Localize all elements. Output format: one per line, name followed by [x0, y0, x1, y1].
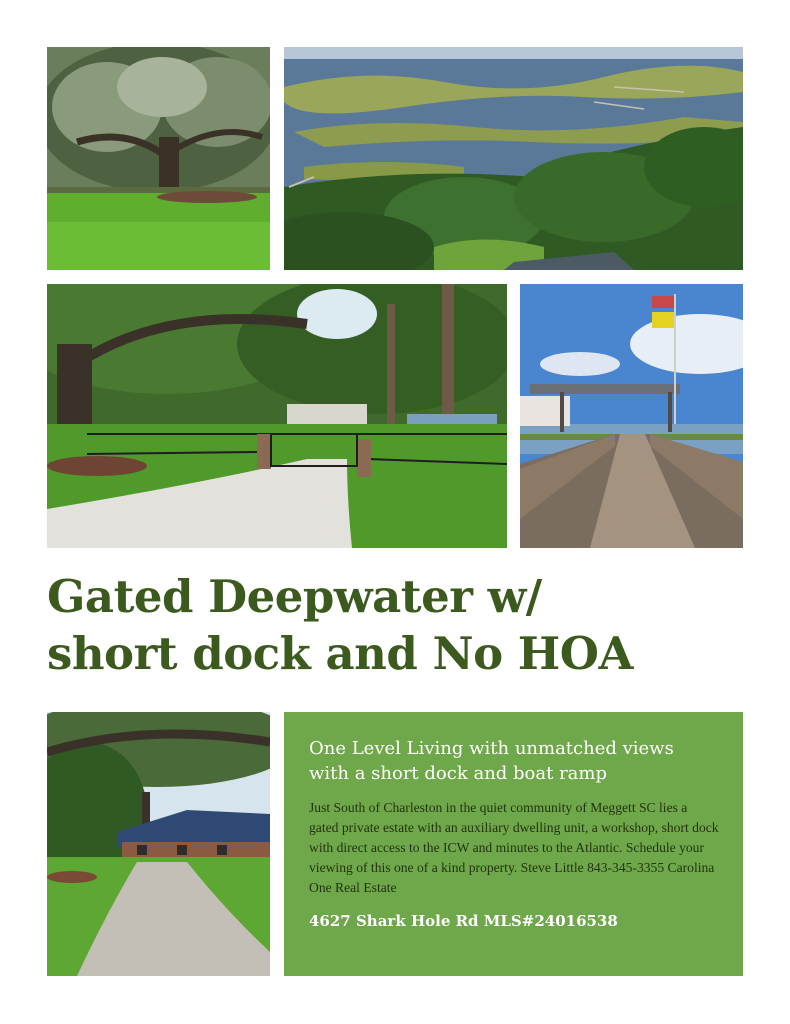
- photo-aerial-marsh: [284, 47, 743, 270]
- listing-address: 4627 Shark Hole Rd MLS#24016538: [309, 912, 618, 930]
- info-title: [309, 736, 719, 786]
- photo-house-gravel-drive: [47, 712, 270, 976]
- listing-info-box: [284, 712, 743, 976]
- photo-dock-walkway: [520, 284, 743, 548]
- info-title-line-1: One Level Living with unmatched views: [309, 738, 674, 759]
- flyer-headline: [47, 568, 767, 682]
- info-description: Just South of Charleston in the quiet community of Meggett SC lies a gated private estate with an auxiliary dwelling unit, a workshop, short dock with direct access to the ICW and minutes to the Atlantic. Schedule your viewing of this one of a kind property. Steve Little 843-345-3355 Carolina One Real Estate: [309, 800, 719, 895]
- photo-live-oak-lawn: [47, 47, 270, 270]
- info-title-line-2: with a short dock and boat ramp: [309, 763, 608, 784]
- headline-line-1: Gated Deepwater w/: [47, 570, 542, 623]
- headline-line-2: short dock and No HOA: [47, 627, 633, 680]
- photo-gated-driveway: [47, 284, 507, 548]
